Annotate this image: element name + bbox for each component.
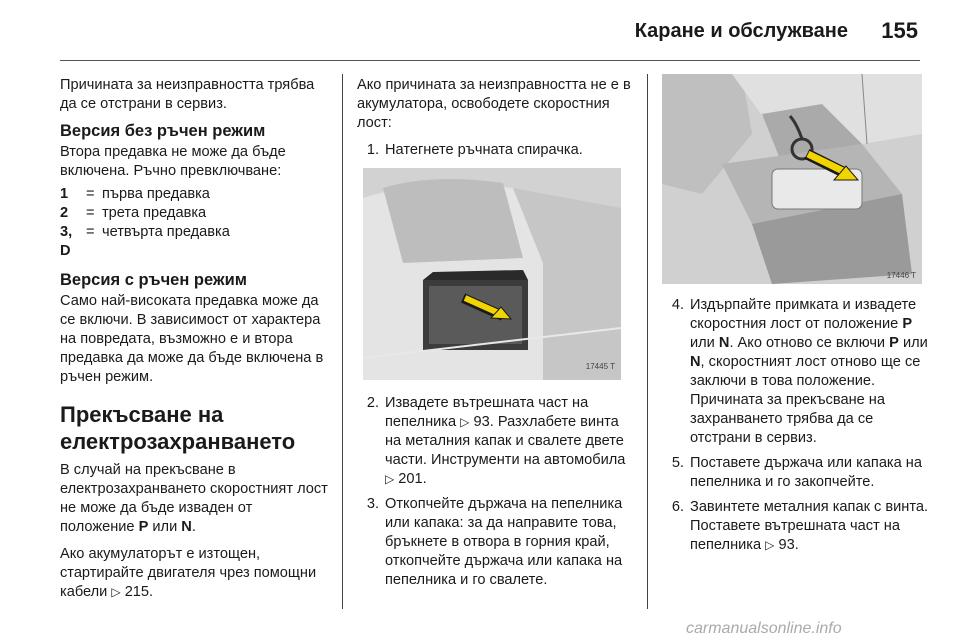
figure-id: 17446 T xyxy=(886,271,916,280)
lever-illustration xyxy=(662,74,922,284)
lever-figure xyxy=(662,74,922,284)
page-reference[interactable]: 215. xyxy=(124,584,154,600)
figure-id: 17445 T xyxy=(585,362,615,371)
ref-arrow-icon: ▷ xyxy=(460,415,470,429)
gear-definitions xyxy=(60,185,330,261)
column-divider xyxy=(647,74,648,609)
step-item: 1. Натегнете ръчната спирачка. xyxy=(366,142,583,158)
heading-power-loss: Прекъсване на електрозахранването xyxy=(60,402,296,454)
step-item: 6. Завинтете металния капак с винта. Поставете вътрешната част на пепелника ▷ 93. xyxy=(671,499,929,553)
column-right xyxy=(662,296,930,561)
watermark: carmanualsonline.info xyxy=(686,620,842,637)
heading-manual: Версия с ръчен режим xyxy=(60,271,247,289)
ref-arrow-icon: ▷ xyxy=(385,472,395,486)
definition-row: 1 = първа предавка xyxy=(60,186,210,202)
step-item: 5. Поставете държача или капака на пепелника и го закопчейте. xyxy=(671,455,922,490)
ref-arrow-icon: ▷ xyxy=(111,585,121,599)
ref-arrow-icon: ▷ xyxy=(765,538,775,552)
page-title: Каране и обслужване xyxy=(634,20,848,42)
page-reference[interactable]: 93. xyxy=(473,414,494,430)
page-number: 155 xyxy=(881,18,918,43)
text-no-manual: Втора предавка не може да бъде включена. Ръчно превключване: xyxy=(60,144,286,179)
page-header xyxy=(0,0,960,64)
intro-text: Ако причината за неизправността не е в акумулатора, освободете скоростния лост: xyxy=(357,77,631,131)
column-divider xyxy=(342,74,343,609)
step-item: 4. Издърпайте примката и извадете скоростния лост от положение P или N. Ако отново се включи P или N, скоростният лост отново ще се заключи в това положение. Причината за прекъсване на захранването трябва да се отстрани в сервиз. xyxy=(671,297,928,446)
definition-row: 2 = трета предавка xyxy=(60,205,207,221)
column-middle xyxy=(357,76,632,596)
ashtray-illustration xyxy=(363,168,621,380)
text-battery: Ако акумулаторът е изтощен, стартирайте двигателя чрез помощни кабели ▷ 215. xyxy=(60,546,317,600)
intro-text: Причината за неизправността трябва да се отстрани в сервиз. xyxy=(60,77,315,112)
heading-no-manual: Версия без ръчен режим xyxy=(60,122,266,140)
page-reference[interactable]: 93. xyxy=(778,537,799,553)
page-reference[interactable]: 201. xyxy=(398,471,427,487)
ashtray-figure xyxy=(363,168,621,380)
definition-row: 3, D = четвърта предавка xyxy=(60,224,230,259)
step-item: 3. Откопчейте държача на пепелника или капака: за да направите това, бръкнете в отвора в горния край, откопчейте държача или капака на пепелника и го свалете. xyxy=(366,496,623,588)
column-left xyxy=(60,76,330,610)
header-rule xyxy=(60,60,920,61)
step-item: 2. Извадете вътрешната част на пепелника ▷ 93. Разхлабете винта на металния капак и свалете двете части. Инструменти на автомобила ▷ 201. xyxy=(366,395,626,487)
text-manual: Само най-високата предавка може да се включи. В зависимост от характера на повредата, възможно е и втора предавка да може да бъде включена в ръчен режим. xyxy=(60,293,324,385)
text-power-loss: В случай на прекъсване в електрозахранването скоростният лост не може да бъде изваден от положение P или N. xyxy=(60,462,328,535)
